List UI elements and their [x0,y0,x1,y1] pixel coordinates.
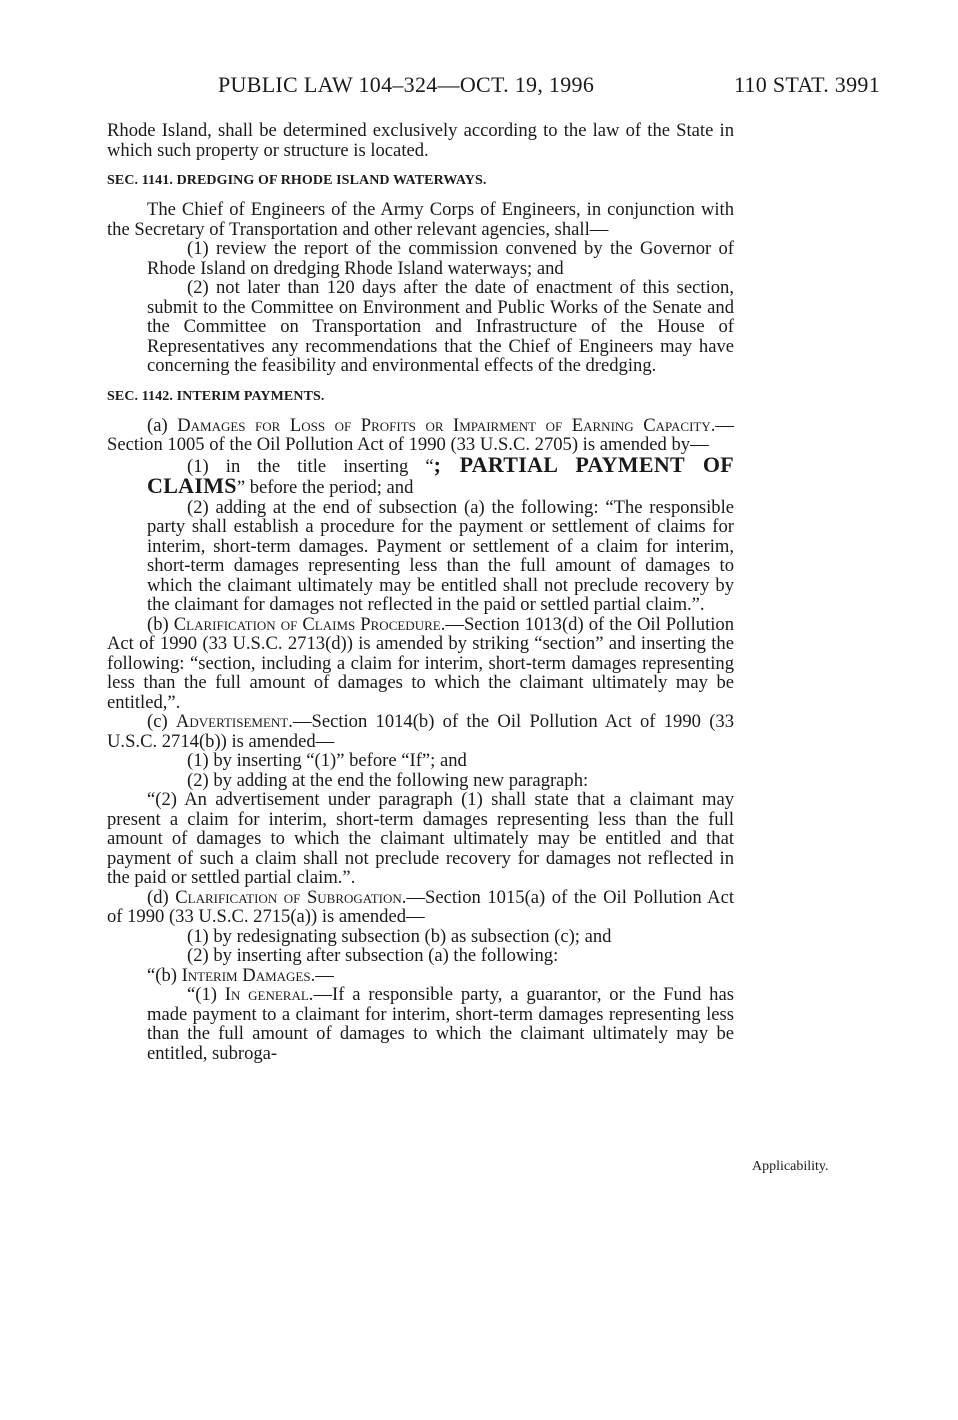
paragraph-a2: (2) adding at the end of subsection (a) the following: “The responsible party shall establish a procedure for the payment or settlement of claims for interim, short-term damages. Payment or settlement of a claim for interim, short-term damages representing less than the full amount of damages to which the claimant ultimately may be entitled shall not preclude recovery by the claimant for damages not reflected in the paid or settled partial claim.”. [147,496,734,615]
paragraph-2: (2) not later than 120 days after the date of enactment of this section, submit to the Committee on Environment and Public Works of the Senate and the Committee on Transportation and Infrastructure of the House of Representatives any recommendations that the Chief of Engineers may have concerning the feasibility and environmental effects of the dredging. [147,277,734,376]
header-citation: PUBLIC LAW 104–324—OCT. 19, 1996 [218,72,595,97]
section-title: DREDGING OF RHODE ISLAND WATERWAYS. [176,173,487,188]
subsection-a [107,416,734,455]
paragraph-d1: (1) by redesignating subsection (b) as subsection (c); and [187,925,612,947]
subsection-heading: Clarification of Claims Procedure. [173,613,446,635]
subsection-text: —Section 1014(b) of the Oil Pollution Act of 1990 (33 U.S.C. 2714(b)) is amended— [107,711,734,752]
subsection-text: —Section 1013(d) of the Oil Pollution Act of 1990 (33 U.S.C. 2713(d)) is amended by striking “section” and inserting the following: “section, including a claim for interim, short-term damages representing less than the full amount of damages to which the claimant ultimately may be entitled,”. [107,613,734,713]
section-heading-1142 [107,387,734,407]
paragraph-heading: In general. [224,984,314,1005]
subsection-heading: Interim Damages. [181,964,316,986]
subsection-label: (a) [147,414,178,436]
subsection-heading: Clarification of Subrogation. [175,886,407,908]
quoted-paragraph-general [107,985,734,1063]
document-body [107,121,734,1063]
inserted-title-text: ; PARTIAL PAYMENT OF CLAIMS [147,451,734,498]
quoted-subsection-b [107,966,734,986]
paragraph-d2: (2) by inserting after subsection (a) the following: [187,945,559,966]
paragraph-a1 [107,451,734,498]
paragraph-label: “(1) [187,984,225,1005]
section-number: SEC. 1142. [107,388,177,404]
section-number: SEC. 1141. [107,173,177,188]
paragraph-1: (1) review the report of the commission convened by the Governor of Rhode Island on dredging Rhode Island waterways; and [147,238,734,279]
section-intro: The Chief of Engineers of the Army Corps of Engineers, in conjunction with the Secretary of Transportation and other relevant agencies, shall— [107,199,734,240]
continued-paragraph: Rhode Island, shall be determined exclusively according to the law of the State in which such property or structure is located. [107,120,734,161]
paragraph-text: —If a responsible party, a guarantor, or the Fund has made payment to a claimant for interim, short-term damages representing less than the full amount of damages to which the claimant ultimately may be entitled, subroga- [147,984,734,1064]
running-header [218,72,880,102]
subsection-d [107,888,734,927]
subsection-b [107,615,734,713]
subsection-heading: Damages for Loss of Profits or Impairment of Earning Capacity. [177,414,716,436]
subsection-label: “(b) [147,964,182,986]
paragraph-c1: (1) by inserting “(1)” before “If”; and [187,750,467,771]
subsection-heading: Advertisement. [175,711,293,732]
subsection-label: (b) [147,613,174,635]
margin-note: Applicability. [752,1159,829,1174]
section-heading-1141 [107,171,734,191]
quoted-paragraph: “(2) An advertisement under paragraph (1) shall state that a claimant may present a claim for interim, short-term damages representing less than the full amount of damages to which the claimant ultimately may be entitled and that payment of such a claim shall not preclude recovery for damages not reflected in the paid or settled partial claim.”. [107,789,734,888]
subsection-c [107,712,734,751]
subsection-text: —Section 1005 of the Oil Pollution Act of 1990 (33 U.S.C. 2705) is amended by— [107,414,734,455]
subsection-label: (d) [147,886,176,908]
paragraph-c2: (2) by adding at the end the following new paragraph: [187,769,589,791]
paragraph-text: (1) in the title inserting “ [187,455,434,477]
section-title: INTERIM PAYMENTS. [176,388,325,404]
subsection-label: (c) [147,711,176,732]
dash: — [315,964,334,986]
paragraph-text: ” before the period; and [236,477,414,498]
header-page-number: 110 STAT. 3991 [733,72,880,97]
subsection-text: —Section 1015(a) of the Oil Pollution Act of 1990 (33 U.S.C. 2715(a)) is amended— [107,886,734,927]
